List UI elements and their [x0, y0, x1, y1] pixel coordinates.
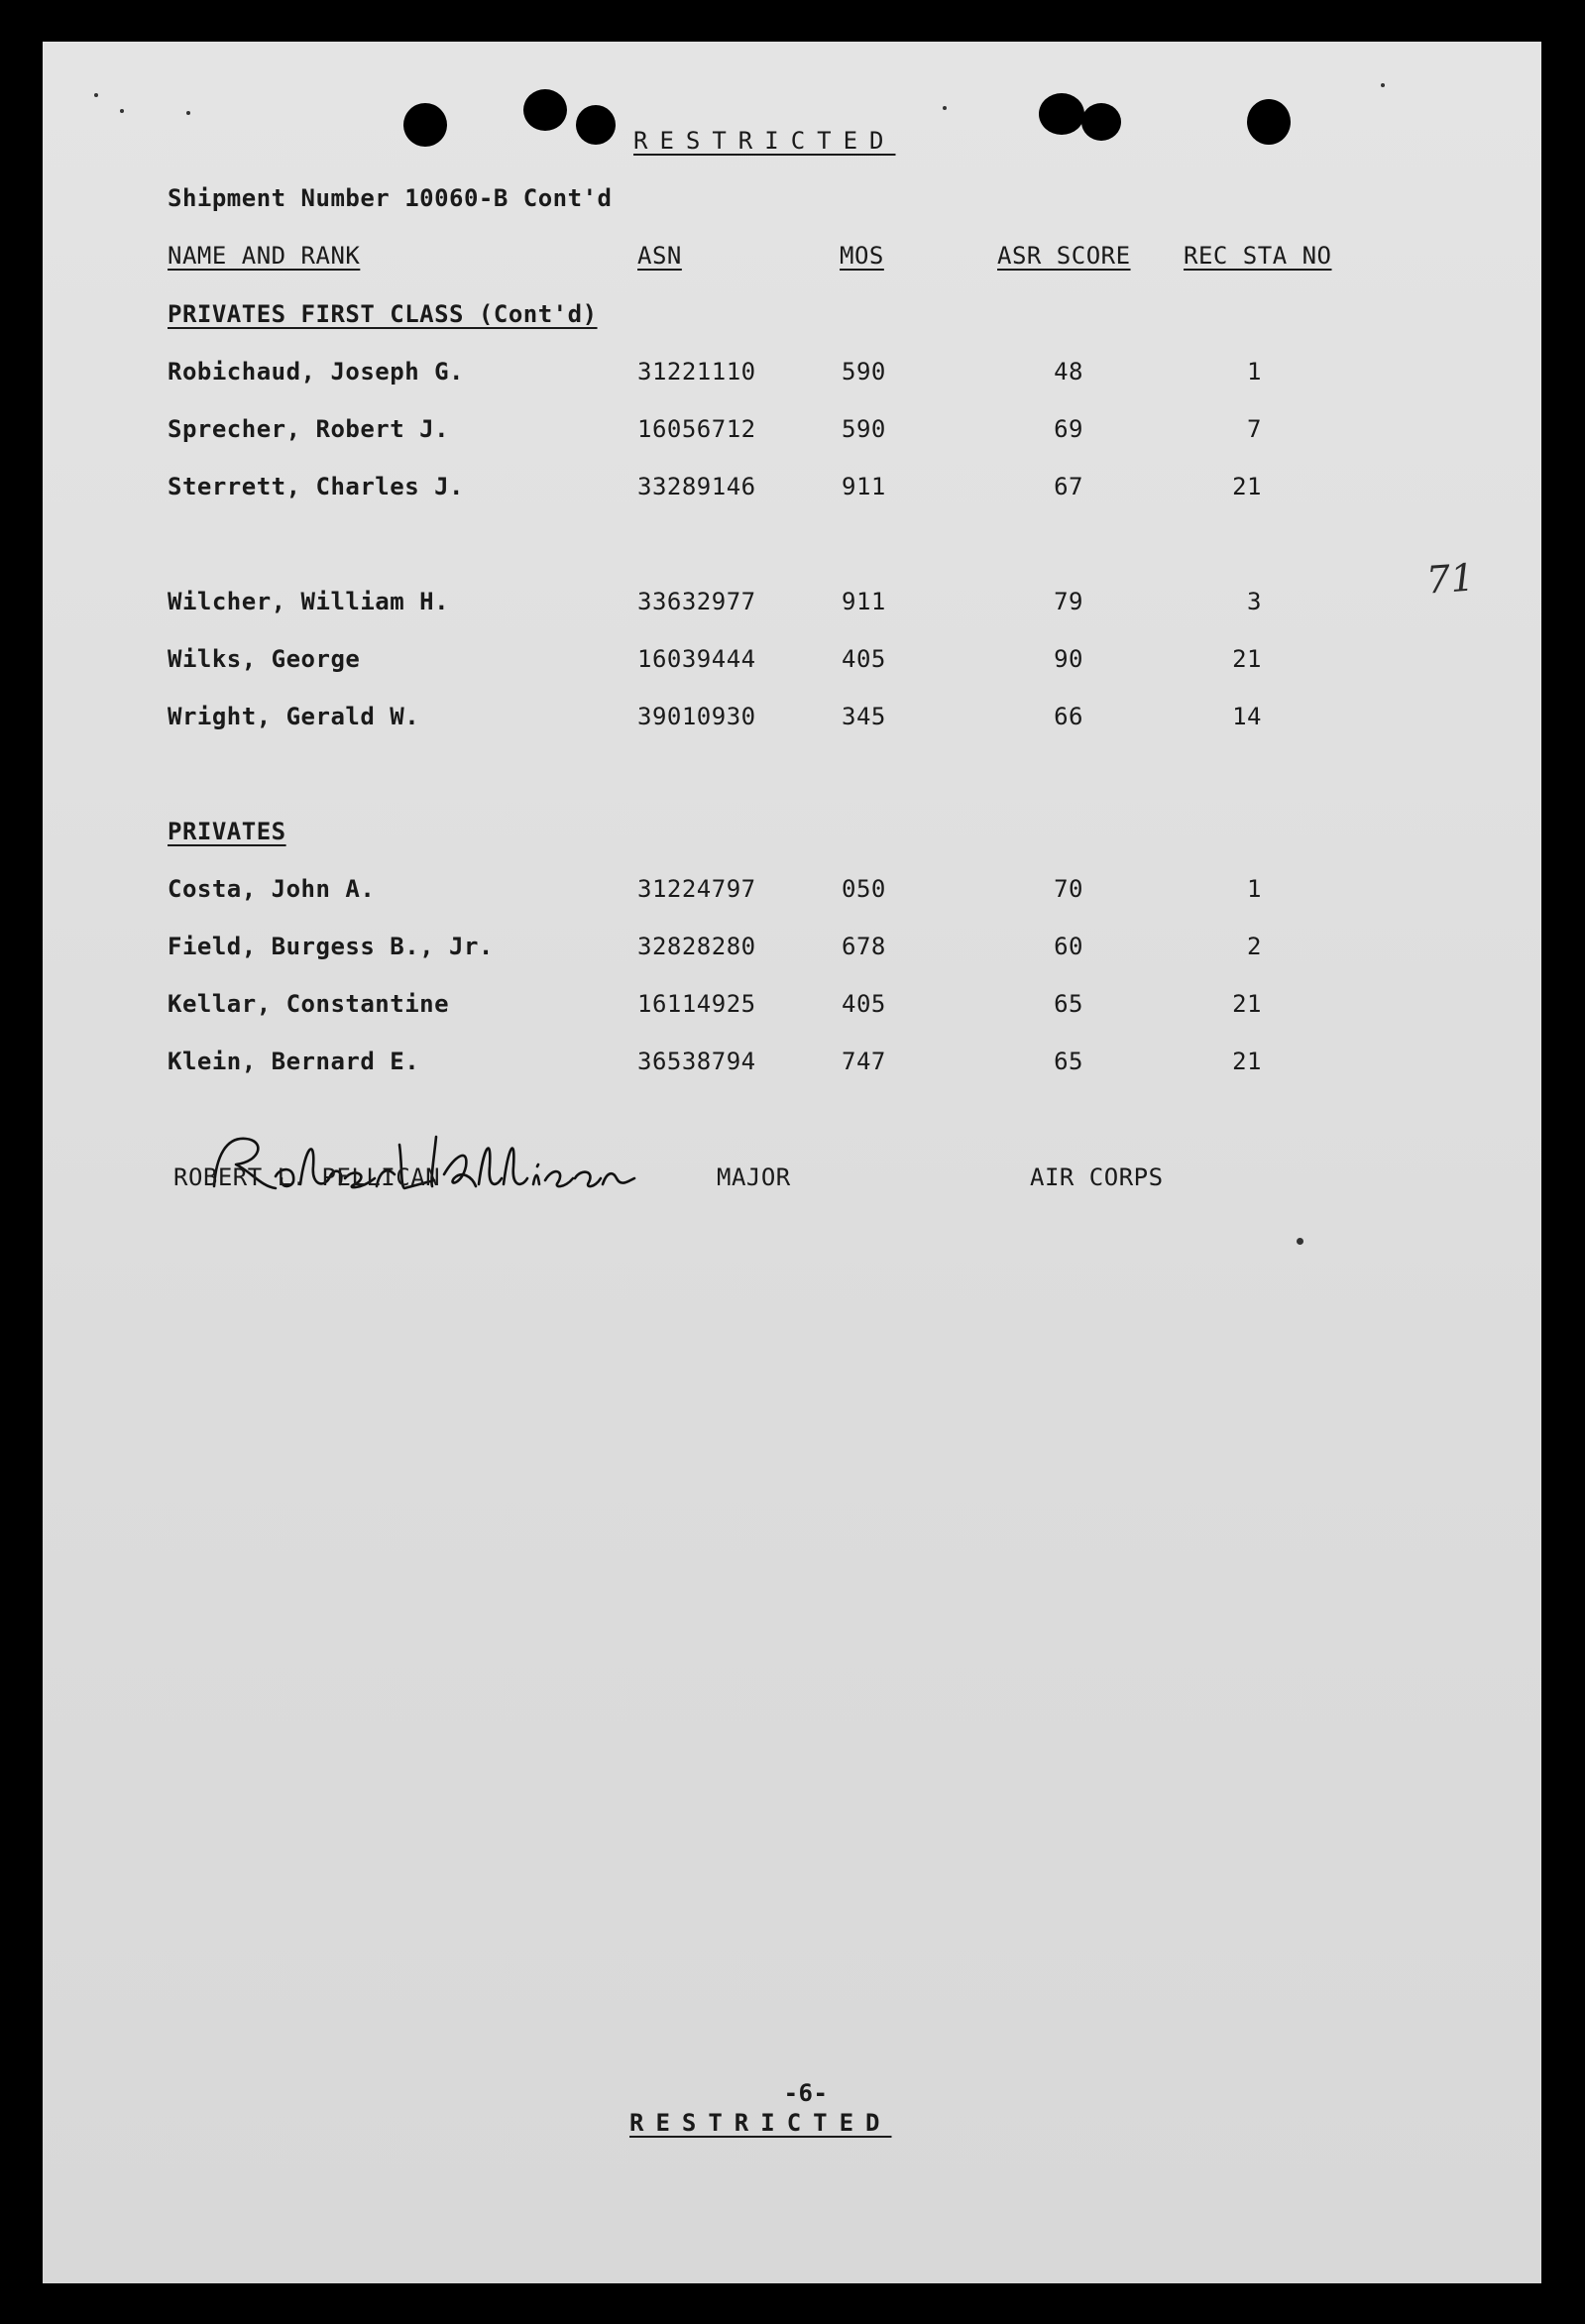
column-header-rec: REC STA NO — [1184, 242, 1332, 270]
row-asr: 66 — [1054, 703, 1083, 730]
speck — [94, 93, 98, 97]
speck — [1297, 1238, 1303, 1245]
row-asn: 33632977 — [637, 588, 756, 615]
signatory-rank: MAJOR — [717, 1163, 791, 1191]
signatory-name: ROBERT L. PELLICAN — [173, 1163, 441, 1191]
row-asn: 31221110 — [637, 358, 756, 386]
row-name: Robichaud, Joseph G. — [168, 358, 464, 386]
row-name: Sprecher, Robert J. — [168, 415, 450, 443]
column-header-asn: ASN — [637, 242, 682, 270]
speck — [186, 111, 190, 115]
column-header-mos: MOS — [840, 242, 884, 270]
row-mos: 911 — [842, 473, 886, 500]
speck — [943, 106, 947, 110]
row-mos: 050 — [842, 875, 886, 903]
document-page — [43, 42, 1541, 2283]
row-asn: 31224797 — [637, 875, 756, 903]
punch-hole — [1039, 93, 1084, 135]
row-rec: 2 — [1247, 933, 1262, 960]
row-rec: 14 — [1232, 703, 1262, 730]
section-title: PRIVATES — [168, 818, 286, 845]
shipment-number: Shipment Number 10060-B Cont'd — [168, 184, 613, 212]
row-asn: 39010930 — [637, 703, 756, 730]
row-rec: 21 — [1232, 990, 1262, 1018]
row-asr: 65 — [1054, 990, 1083, 1018]
row-rec: 1 — [1247, 875, 1262, 903]
row-mos: 678 — [842, 933, 886, 960]
row-name: Wilks, George — [168, 645, 361, 673]
punch-hole — [523, 89, 567, 131]
section-title: PRIVATES FIRST CLASS (Cont'd) — [168, 300, 598, 328]
speck — [120, 109, 124, 113]
row-name: Field, Burgess B., Jr. — [168, 933, 494, 960]
punch-hole — [576, 105, 616, 145]
row-rec: 21 — [1232, 645, 1262, 673]
row-asn: 16114925 — [637, 990, 756, 1018]
signatory-branch: AIR CORPS — [1030, 1163, 1164, 1191]
row-mos: 590 — [842, 358, 886, 386]
row-asr: 90 — [1054, 645, 1083, 673]
row-rec: 21 — [1232, 1048, 1262, 1075]
row-asr: 65 — [1054, 1048, 1083, 1075]
column-header-asr: ASR SCORE — [997, 242, 1131, 270]
row-rec: 21 — [1232, 473, 1262, 500]
row-rec: 1 — [1247, 358, 1262, 386]
row-asn: 36538794 — [637, 1048, 756, 1075]
row-name: Klein, Bernard E. — [168, 1048, 420, 1075]
row-asn: 16039444 — [637, 645, 756, 673]
row-mos: 345 — [842, 703, 886, 730]
punch-hole — [1247, 99, 1291, 145]
row-name: Sterrett, Charles J. — [168, 473, 464, 500]
row-mos: 405 — [842, 990, 886, 1018]
row-name: Wright, Gerald W. — [168, 703, 420, 730]
page-number: -6- — [783, 2079, 829, 2107]
classification-header: RESTRICTED — [633, 127, 896, 155]
row-rec: 3 — [1247, 588, 1262, 615]
punch-hole — [1081, 103, 1121, 141]
row-asn: 33289146 — [637, 473, 756, 500]
row-asr: 69 — [1054, 415, 1083, 443]
row-name: Costa, John A. — [168, 875, 376, 903]
row-mos: 590 — [842, 415, 886, 443]
row-asr: 79 — [1054, 588, 1083, 615]
row-asr: 70 — [1054, 875, 1083, 903]
handwritten-page-number: 71 — [1424, 555, 1476, 603]
column-header-name: NAME AND RANK — [168, 242, 361, 270]
row-rec: 7 — [1247, 415, 1262, 443]
speck — [1381, 83, 1385, 87]
row-asn: 16056712 — [637, 415, 756, 443]
row-asr: 60 — [1054, 933, 1083, 960]
row-asn: 32828280 — [637, 933, 756, 960]
row-mos: 911 — [842, 588, 886, 615]
row-asr: 67 — [1054, 473, 1083, 500]
row-name: Wilcher, William H. — [168, 588, 450, 615]
row-asr: 48 — [1054, 358, 1083, 386]
row-mos: 405 — [842, 645, 886, 673]
row-mos: 747 — [842, 1048, 886, 1075]
punch-hole — [403, 103, 447, 147]
classification-footer: RESTRICTED — [629, 2109, 892, 2137]
row-name: Kellar, Constantine — [168, 990, 450, 1018]
